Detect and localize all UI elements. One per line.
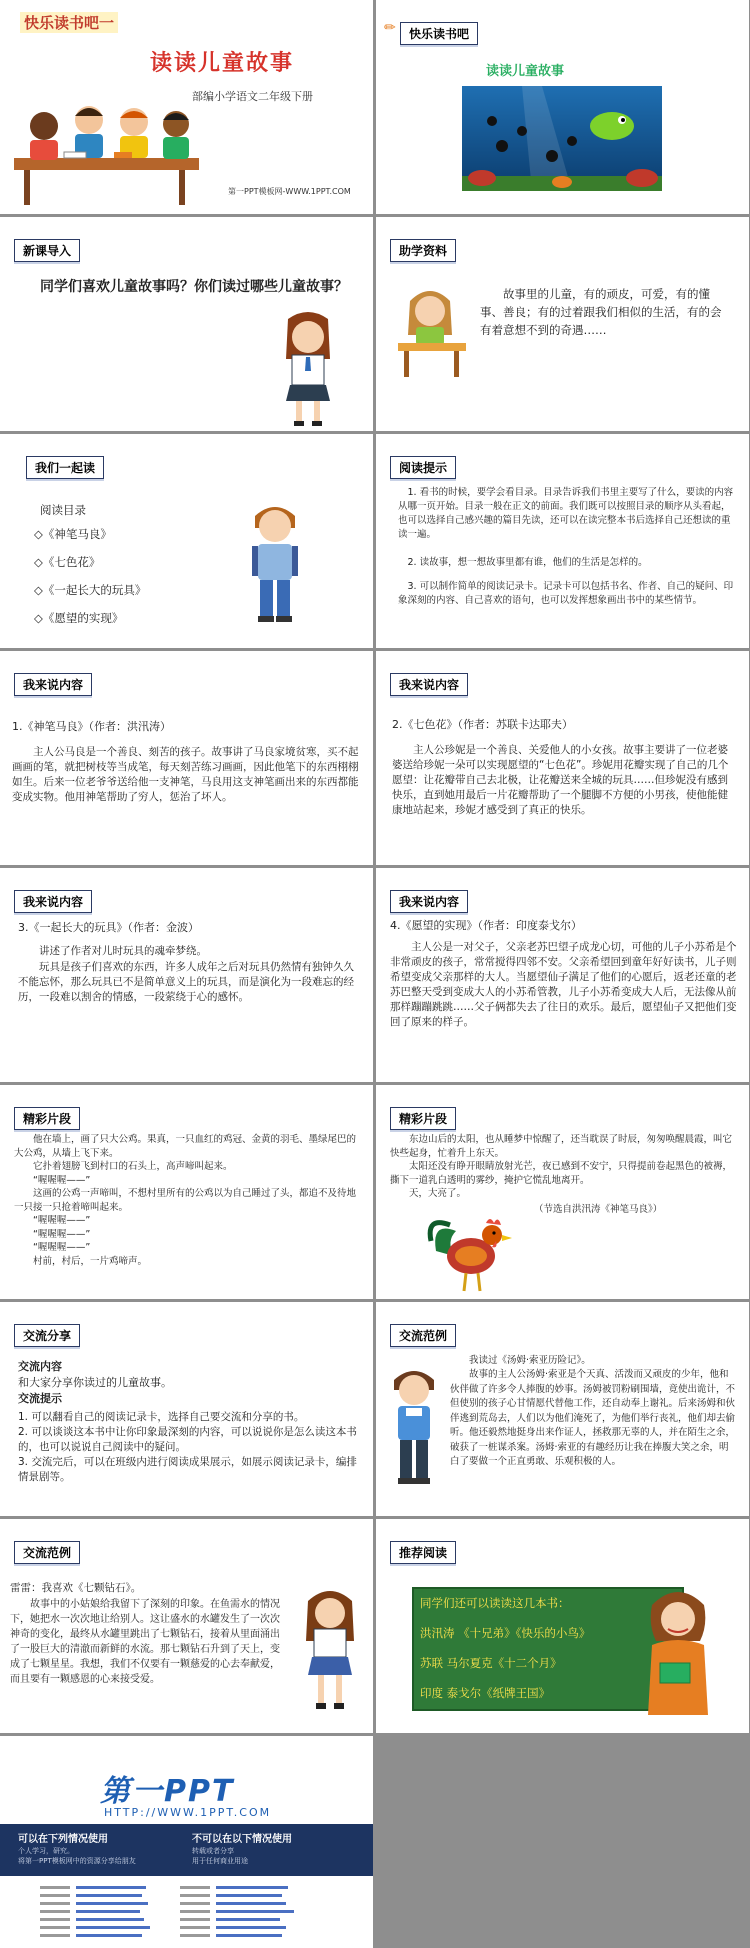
story-heading: 2.《七色花》（作者：苏联卡达耶夫） xyxy=(392,718,573,731)
slide-4 xyxy=(376,217,749,431)
excerpt-line: 它扑着翅膀飞到村口的石头上，高声啼叫起来。 xyxy=(33,1161,233,1172)
share-content: 和大家分享你读过的儿童故事。 xyxy=(18,1376,172,1389)
slide-tag: 快乐读书吧 xyxy=(400,22,478,45)
story-heading: 1.《神笔马良》（作者：洪汛涛） xyxy=(12,720,171,733)
slide-8 xyxy=(376,651,749,865)
slide-tag: 精彩片段 xyxy=(14,1107,80,1130)
slide-11 xyxy=(0,1085,373,1299)
share-tips-heading: 交流提示 xyxy=(18,1392,62,1405)
book-intro: 同学们还可以读读这几本书： xyxy=(420,1596,570,1610)
slide-16 xyxy=(376,1519,749,1733)
boy-illustration xyxy=(240,498,310,628)
slide-1-cover xyxy=(0,0,373,214)
slide-7 xyxy=(0,651,373,865)
slide-tag: 精彩片段 xyxy=(390,1107,456,1130)
tip-3: 3. 可以制作简单的阅读记录卡。记录卡可以包括书名、作者、自己的疑问、印象深刻的内容、自己喜欢的语句，也可以发挥想象画出书中的某些情节。 xyxy=(398,581,734,606)
story-summary: 主人公是一对父子，父亲老苏巴望子成龙心切，可他的儿子小苏希是个非常顽皮的孩子，常常搅得四邻不安。父亲希望回到童年好好读书，儿子则希望变成父亲那样的大人。当愿望仙子满足了他们的心愿后，返老还童的老苏巴整天受到变成大人的小苏希管教，儿子小苏希变成大人后，无法像从前那样蹦蹦跳跳……父子俩都失去了往日的欢乐。最后，愿望仙子又把他们变回了原来的样子。 xyxy=(390,941,737,1028)
share-tip: 3. 交流完后，可以在班级内进行阅读成果展示，如展示阅读记录卡，编排情景剧等。 xyxy=(18,1456,357,1483)
share-tips xyxy=(18,1410,362,1485)
excerpt-line: “喔喔喔——” xyxy=(33,1215,91,1226)
slide-10 xyxy=(376,868,749,1082)
usage-allowed-note: 将第一PPT模板网中的资源分享给朋友 xyxy=(18,1857,136,1865)
slide-tag: 我来说内容 xyxy=(14,673,92,696)
example-text: 故事中的小姑娘给我留下了深刻的印象。在鱼需水的情况下，她把水一次次地让给别人。这让盛水的水罐发生了一次次神奇的变化，最终从水罐里跳出了七颗钻石，接着从里面涌出了一股巨大的清澈而新鲜的水流。那七颗钻石升到了天上，变成了七颗星星。我想，我们不仅要有一颗慈爱的心去奉献爱，而且要有一颗感恩的心来接受爱。 xyxy=(10,1599,280,1685)
slide-6 xyxy=(376,434,749,648)
excerpt-line: 村前，村后，一片鸡啼声。 xyxy=(33,1255,148,1267)
excerpt-line: 这画的公鸡一声啼叫，不想村里所有的公鸡以为自己睡过了头，都追不及待地一只接一只抢着啼叫起来。 xyxy=(14,1188,357,1213)
slide-12 xyxy=(376,1085,749,1299)
story-summary-2: 玩具是孩子们喜欢的东西，许多人成年之后对玩具仍然情有独钟久久不能忘怀，那么玩具已不是简单意义上的玩具，而是演化为一段难忘的经历，一段难以割舍的情感，一段萦绕于心的感怀。 xyxy=(18,961,354,1003)
book-item: 苏联 马尔夏克《十二个月》 xyxy=(420,1656,562,1670)
excerpt-source: （节选自洪汛涛《神笔马良》） xyxy=(534,1204,663,1215)
slide-17-credits xyxy=(0,1736,373,1948)
slide-tag: 交流分享 xyxy=(14,1324,80,1347)
corner-label: 快乐读书吧一 xyxy=(20,12,118,33)
toc-item: ◇《七色花》 xyxy=(34,555,101,569)
excerpt-line: “喔喔喔——” xyxy=(33,1228,91,1240)
assist-text: 故事里的儿童，有的顽皮，可爱，有的懂事、善良；有的过着跟我们相似的生活，有的会有着意想不到的奇遇…… xyxy=(480,287,722,337)
intro-question: 同学们喜欢儿童故事吗？你们读过哪些儿童故事？ xyxy=(40,279,348,295)
excerpt-line: 天，大亮了。 xyxy=(409,1188,467,1199)
share-tip: 2. 可以谈谈这本书中让你印象最深刻的内容，可以说说你是怎么读这本书的，也可以说说自己阅读中的疑问。 xyxy=(18,1426,357,1453)
slide-tag: 新课导入 xyxy=(14,239,80,262)
story-summary: 主人公珍妮是一个善良、关爱他人的小女孩。故事主要讲了一位老婆婆送给珍妮一朵可以实现愿望的“七色花”。珍妮用花瓣实现了自己的几个愿望：让花瓣带自己去北极，让花瓣送来全城的玩具……但珍妮没有感到快乐，直到她用最后一片花瓣帮助了一个腿脚不方便的小男孩，使他能健康地站起来，珍妮才感受到了真正的快乐。 xyxy=(392,744,729,816)
slide-tag: 我来说内容 xyxy=(14,890,92,913)
share-content-heading: 交流内容 xyxy=(18,1360,62,1373)
usage-forbidden-note: 转载或者分享 xyxy=(192,1847,234,1855)
tip-2: 2. 读故事，想一想故事里都有谁，他们的生活是怎样的。 xyxy=(407,557,648,568)
cover-footer: 第一PPT模板网-WWW.1PPT.COM xyxy=(228,187,351,196)
book-item: 印度 泰戈尔《纸牌王国》 xyxy=(420,1686,551,1700)
slide-tag: 我来说内容 xyxy=(390,890,468,913)
excerpt-line: 东边山后的太阳，也从睡梦中惊醒了，还当耽误了时辰，匆匆唤醒晨霞，叫它快些起身，忙着升上东天。 xyxy=(390,1134,733,1159)
usage-forbidden-note: 用于任何商业用途 xyxy=(192,1857,248,1865)
underwater-illustration xyxy=(462,86,662,191)
story-summary-1: 讲述了作者对儿时玩具的魂牵梦绕。 xyxy=(39,945,207,957)
tip-1: 1. 看书的时候，要学会看目录。目录告诉我们书里主要写了什么，要读的内容从哪一页开始。目录一般在正文的前面。我们既可以按照目录的顺序从头看起，也可以选择自己感兴趣的篇目先读，还可以在读完整本书后选择自己还想读的重读一遍。 xyxy=(398,487,734,540)
slide-tag: 交流范例 xyxy=(390,1324,456,1347)
excerpt-line: “喔喔喔——” xyxy=(33,1242,91,1253)
link-list xyxy=(40,1882,373,1942)
story-heading: 4.《愿望的实现》（作者：印度泰戈尔） xyxy=(390,919,582,932)
slide-13 xyxy=(0,1302,373,1516)
boy-illustration xyxy=(386,1364,442,1494)
slide-9 xyxy=(0,868,373,1082)
slide-5 xyxy=(0,434,373,648)
brand-url: HTTP://WWW.1PPT.COM xyxy=(104,1806,272,1819)
slide-tag: 推荐阅读 xyxy=(390,1541,456,1564)
toc-heading: 阅读目录 xyxy=(40,503,86,517)
example-intro: 雷雷：我喜欢《七颗钻石》。 xyxy=(10,1582,142,1594)
example-intro: 我读过《汤姆·索亚历险记》。 xyxy=(469,1355,591,1366)
share-tip: 1. 可以翻看自己的阅读记录卡，选择自己要交流和分享的书。 xyxy=(18,1411,305,1423)
story-summary: 主人公马良是一个善良、刻苦的孩子。故事讲了马良家境贫寒，买不起画画的笔，就把树枝等当成笔，每天刻苦练习画画，因此他笔下的东西栩栩如生。后来一位老爷爷送给他一支神笔，马良用这支神笔画出来的东西都能变成实物。他用神笔帮助了穷人，惩治了坏人。 xyxy=(12,746,359,803)
toc-item: ◇《一起长大的玩具》 xyxy=(34,583,147,597)
girl-desk-illustration xyxy=(394,281,474,381)
slide-tag: 我们一起读 xyxy=(26,456,104,479)
slide-tag: 交流范例 xyxy=(14,1541,80,1564)
slide-tag: 助学资料 xyxy=(390,239,456,262)
toc-item: ◇《神笔马良》 xyxy=(34,527,112,541)
cover-title: 读读儿童故事 xyxy=(150,51,295,76)
excerpt-line: 他在墙上，画了只大公鸡。果真，一只血红的鸡冠、金黄的羽毛、墨绿尾巴的大公鸡，从墙上飞下来。 xyxy=(14,1134,357,1159)
rooster-illustration xyxy=(426,1211,516,1296)
brand-logo: 第一PPT xyxy=(100,1774,235,1809)
book-item: 洪汛涛 《十兄弟》《快乐的小鸟》 xyxy=(420,1626,591,1640)
excerpt-text xyxy=(14,1133,362,1268)
girl-illustration xyxy=(268,309,348,429)
usage-forbidden-heading: 不可以在以下情况使用 xyxy=(192,1834,292,1845)
pencil-icon: ✏ xyxy=(384,20,396,36)
usage-allowed-heading: 可以在下列情况使用 xyxy=(18,1834,108,1845)
slide-2 xyxy=(376,0,749,214)
cover-subtitle: 部编小学语文二年级下册 xyxy=(192,90,313,103)
children-desk-illustration xyxy=(4,88,214,208)
usage-allowed-note: 个人学习，研究。 xyxy=(18,1847,74,1855)
slide-title: 读读儿童故事 xyxy=(486,64,565,79)
excerpt-line: 太阳还没有睁开眼睛放射光芒，夜已感到不安宁，只得提前卷起黑色的被褥，撕下一道乳白透明的雾纱，掩护它慌乱地离开。 xyxy=(390,1161,733,1186)
excerpt-text xyxy=(390,1133,736,1201)
slide-15 xyxy=(0,1519,373,1733)
teacher-illustration xyxy=(638,1585,718,1715)
girl-illustration xyxy=(300,1585,360,1715)
slide-tag: 我来说内容 xyxy=(390,673,468,696)
slide-tag: 阅读提示 xyxy=(390,456,456,479)
slide-3 xyxy=(0,217,373,431)
slide-14 xyxy=(376,1302,749,1516)
excerpt-line: “喔喔喔——” xyxy=(33,1174,91,1186)
example-text: 故事的主人公汤姆·索亚是个天真、活泼而又顽皮的少年，他和伙伴做了许多令人捧腹的妙事。汤姆被罚粉刷围墙，竟使出诡计，不但使别的孩子心甘情愿代替他工作，还自动奉上谢礼。后来汤姆和伙伴逃到荒岛去，人们以为他们淹死了，为他们举行丧礼，他们却去偷听。他还毅然地挺身出来作证人，拯救那无辜的人，并在陌生之余，破获了一桩谋杀案。汤姆·索亚的有趣经历让我在捧腹大笑之余，明白了要做一个正直勇敢、乐观积极的人。 xyxy=(450,1369,736,1467)
story-heading: 3.《一起长大的玩具》（作者：金波） xyxy=(18,921,199,934)
toc-item: ◇《愿望的实现》 xyxy=(34,611,124,625)
